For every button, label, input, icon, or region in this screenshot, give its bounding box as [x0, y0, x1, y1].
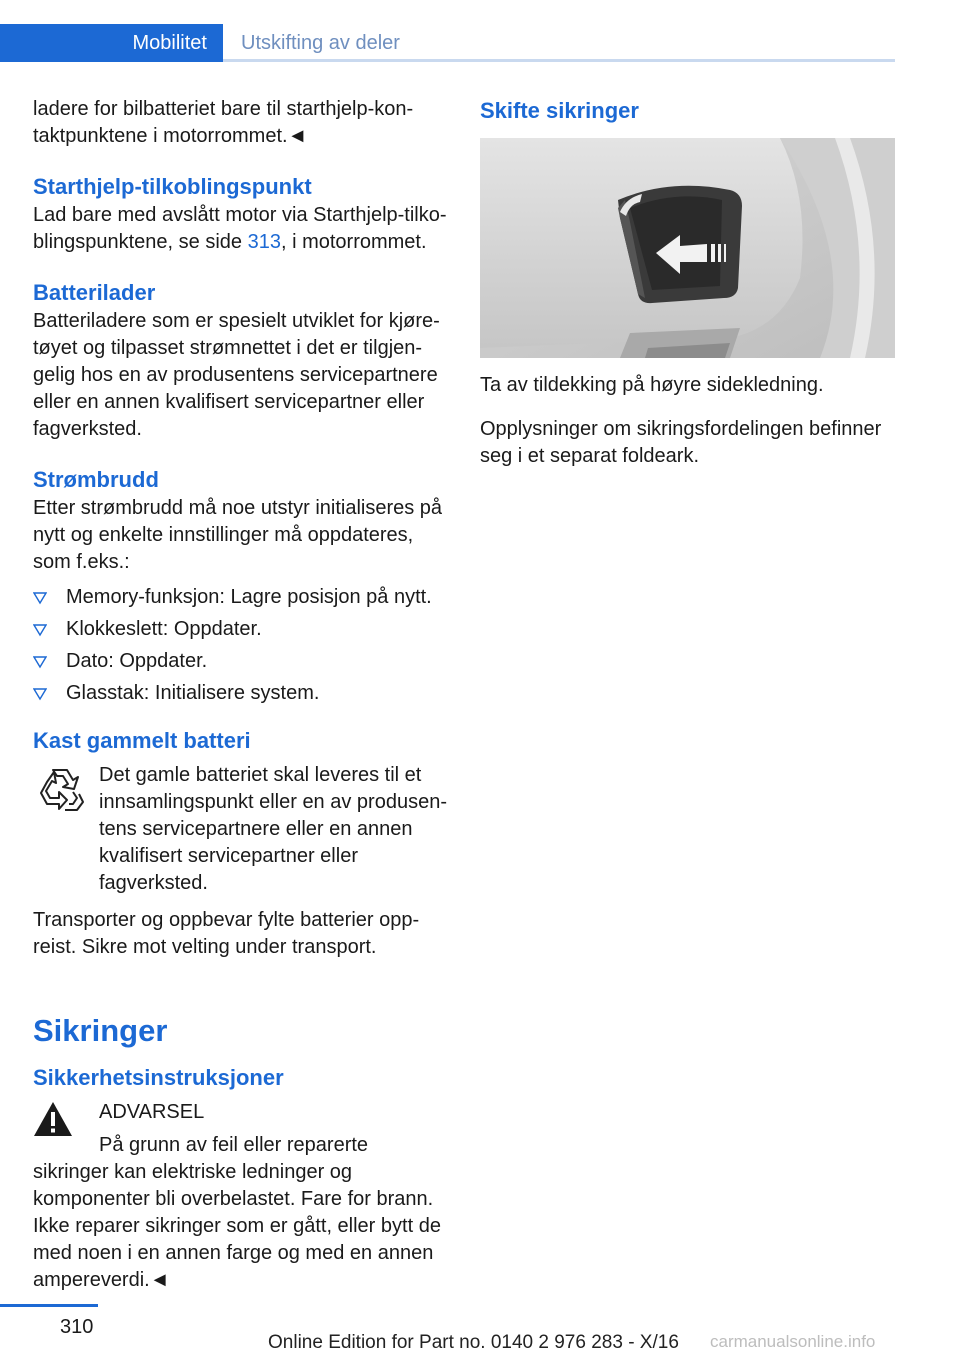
- recycle-icon: [33, 762, 87, 816]
- section-text: Det gamle batteriet skal leveres til et innsamlingspunkt eller en av produsentens servicepartnere eller en annen kvalifisert servicepartner eller fagverksted.: [99, 764, 447, 894]
- section-text: Batteriladere som er spesielt utviklet for kjøretøyet og tilpasset strømnettet i det er tilgjengelig hos en av produsentens servicepartnere eller en annen kvalifisert servicepartner eller fagverksted.: [33, 310, 440, 440]
- section-text: Etter strømbrudd må noe utstyr initialiseres på nytt og enkelte innstillinger må oppdateres, som f.eks.:: [33, 497, 443, 573]
- list-item-text: Dato: Oppdater.: [66, 650, 208, 672]
- warning-text: [33, 1132, 448, 1294]
- watermark: carmanualsonline.info: [710, 1332, 876, 1351]
- right-column: [480, 96, 895, 487]
- warning-label: ADVARSEL: [99, 1101, 205, 1123]
- bullet-list: [33, 584, 448, 712]
- section-stromhbrudd: [33, 465, 448, 712]
- recycle-block: [33, 762, 448, 897]
- warning-text-body: På grunn av feil eller reparerte sikringer kan elektriske ledninger og komponenter bli overbelastet. Fare for brann. Ikke reparer sikringer som er gått, eller bytt de med noen i en annen farge og med en annen ampereverdi.◄: [33, 1134, 441, 1291]
- edition-text: Online Edition for Part no. 0140 2 976 283 - X/16: [268, 1332, 679, 1353]
- tab-mobilitet[interactable]: Mobilitet: [0, 24, 223, 62]
- section-batterilader: [33, 278, 448, 443]
- warning-triangle-icon: [33, 1101, 73, 1137]
- chapter-title: Sikringer: [33, 1013, 168, 1048]
- text-part: , i motorrommet.: [280, 231, 427, 253]
- header-divider: [223, 59, 895, 62]
- list-item-text: Glasstak: Initialisere system.: [66, 682, 320, 704]
- section-title: Strømbrudd: [33, 467, 159, 492]
- fuse-cover-photo: [480, 138, 895, 358]
- section-title: Starthjelp-tilkoblingspunkt: [33, 174, 312, 199]
- section-text: Transporter og oppbevar fylte batterier oppreist. Sikre mot velting under transport.: [33, 909, 420, 958]
- section-title: Sikkerhetsinstruksjoner: [33, 1065, 284, 1090]
- intro-paragraph: ladere for bilbatteriet bare til starthjelp-kontaktpunktene i motorrommet.◄: [33, 98, 414, 147]
- left-column: [33, 96, 448, 1311]
- section-starthjelp: [33, 172, 448, 256]
- tab-utskifting-av-deler[interactable]: Utskifting av deler: [241, 31, 400, 54]
- list-item-text: Memory-funksjon: Lagre posisjon på nytt.: [66, 586, 432, 608]
- triangle-bullet-icon: [33, 591, 47, 605]
- section-title: Batterilader: [33, 280, 156, 305]
- triangle-bullet-icon: [33, 687, 47, 701]
- list-item: [33, 584, 448, 616]
- info-paragraph: Opplysninger om sikringsfordelingen befinner seg i et separat foldeark.: [480, 418, 882, 467]
- section-title: Kast gammelt batteri: [33, 728, 251, 753]
- page-header: [0, 24, 895, 62]
- list-item-text: Klokkeslett: Oppdater.: [66, 618, 262, 640]
- text-part: Lad bare med avslått motor via Starthjelp-tilkoblingspunktene, se side: [33, 204, 447, 253]
- section-sikkerhet: [33, 1063, 448, 1294]
- page-link[interactable]: 313: [247, 231, 281, 253]
- section-kast-batteri: [33, 726, 448, 961]
- triangle-bullet-icon: [33, 655, 47, 669]
- warning-block: [33, 1099, 448, 1294]
- instruction-paragraph: Ta av tildekking på høyre sidekledning.: [480, 374, 824, 396]
- section-text: [33, 202, 448, 256]
- footer-divider: [0, 1304, 98, 1307]
- section-title: Skifte sikringer: [480, 98, 639, 123]
- triangle-bullet-icon: [33, 623, 47, 637]
- list-item: [33, 680, 448, 712]
- list-item: [33, 648, 448, 680]
- list-item: [33, 616, 448, 648]
- page-number: 310: [60, 1316, 94, 1338]
